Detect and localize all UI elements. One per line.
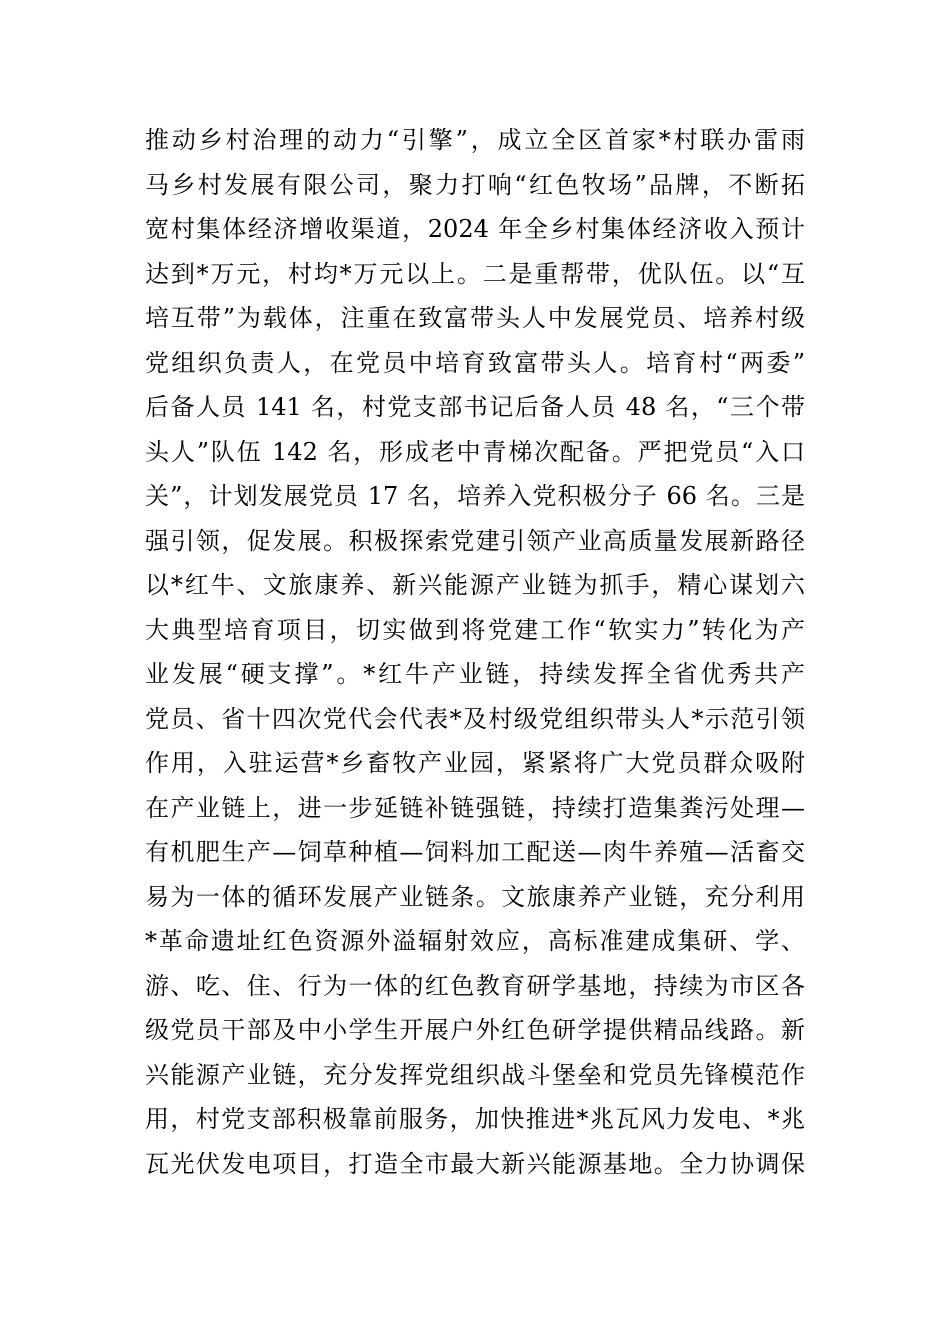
text-line: 易为一体的循环发展产业链条。文旅康养产业链，充分利用 bbox=[145, 882, 805, 911]
text-line: 用，村党支部积极靠前服务，加快推进*兆瓦风力发电、*兆 bbox=[145, 1105, 805, 1134]
text-line: 后备人员 141 名，村党支部书记后备人员 48 名，“三个带 bbox=[145, 393, 805, 422]
text-line: 游、吃、住、行为一体的红色教育研学基地，持续为市区各 bbox=[145, 971, 805, 1000]
text-line: 头人”队伍 142 名，形成老中青梯次配备。严把党员“入口 bbox=[145, 437, 805, 466]
text-line: 大典型培育项目，切实做到将党建工作“软实力”转化为产 bbox=[145, 615, 805, 644]
text-line: 党组织负责人，在党员中培育致富带头人。培育村“两委” bbox=[145, 348, 805, 377]
text-line: 作用，入驻运营*乡畜牧产业园，紧紧将广大党员群众吸附 bbox=[145, 749, 805, 778]
text-line: 强引领，促发展。积极探索党建引领产业高质量发展新路径 bbox=[145, 526, 805, 555]
text-line: 马乡村发展有限公司，聚力打响“红色牧场”品牌，不断拓 bbox=[145, 170, 805, 199]
text-line: 以*红牛、文旅康养、新兴能源产业链为抓手，精心谋划六 bbox=[145, 571, 805, 600]
text-line: 关”，计划发展党员 17 名，培养入党积极分子 66 名。三是 bbox=[145, 482, 805, 511]
text-line: 有机肥生产—饲草种植—饲料加工配送—肉牛养殖—活畜交 bbox=[145, 838, 805, 867]
text-line: 达到*万元，村均*万元以上。二是重帮带，优队伍。以“互 bbox=[145, 259, 805, 288]
text-line: 党员、省十四次党代会代表*及村级党组织带头人*示范引领 bbox=[145, 704, 805, 733]
text-line: 宽村集体经济增收渠道，2024 年全乡村集体经济收入预计 bbox=[145, 215, 805, 244]
text-line: 级党员干部及中小学生开展户外红色研学提供精品线路。新 bbox=[145, 1016, 805, 1045]
text-line: 业发展“硬支撑”。*红牛产业链，持续发挥全省优秀共产 bbox=[145, 660, 805, 689]
text-line: 培互带”为载体，注重在致富带头人中发展党员、培养村级 bbox=[145, 304, 805, 333]
text-line: *革命遗址红色资源外溢辐射效应，高标准建成集研、学、 bbox=[145, 927, 805, 956]
text-line: 兴能源产业链，充分发挥党组织战斗堡垒和党员先锋模范作 bbox=[145, 1060, 805, 1089]
document-body bbox=[145, 118, 805, 1186]
text-line: 瓦光伏发电项目，打造全市最大新兴能源基地。全力协调保 bbox=[145, 1149, 805, 1178]
text-line: 在产业链上，进一步延链补链强链，持续打造集粪污处理— bbox=[145, 793, 805, 822]
text-line: 推动乡村治理的动力“引擎”，成立全区首家*村联办雷雨 bbox=[145, 126, 805, 154]
